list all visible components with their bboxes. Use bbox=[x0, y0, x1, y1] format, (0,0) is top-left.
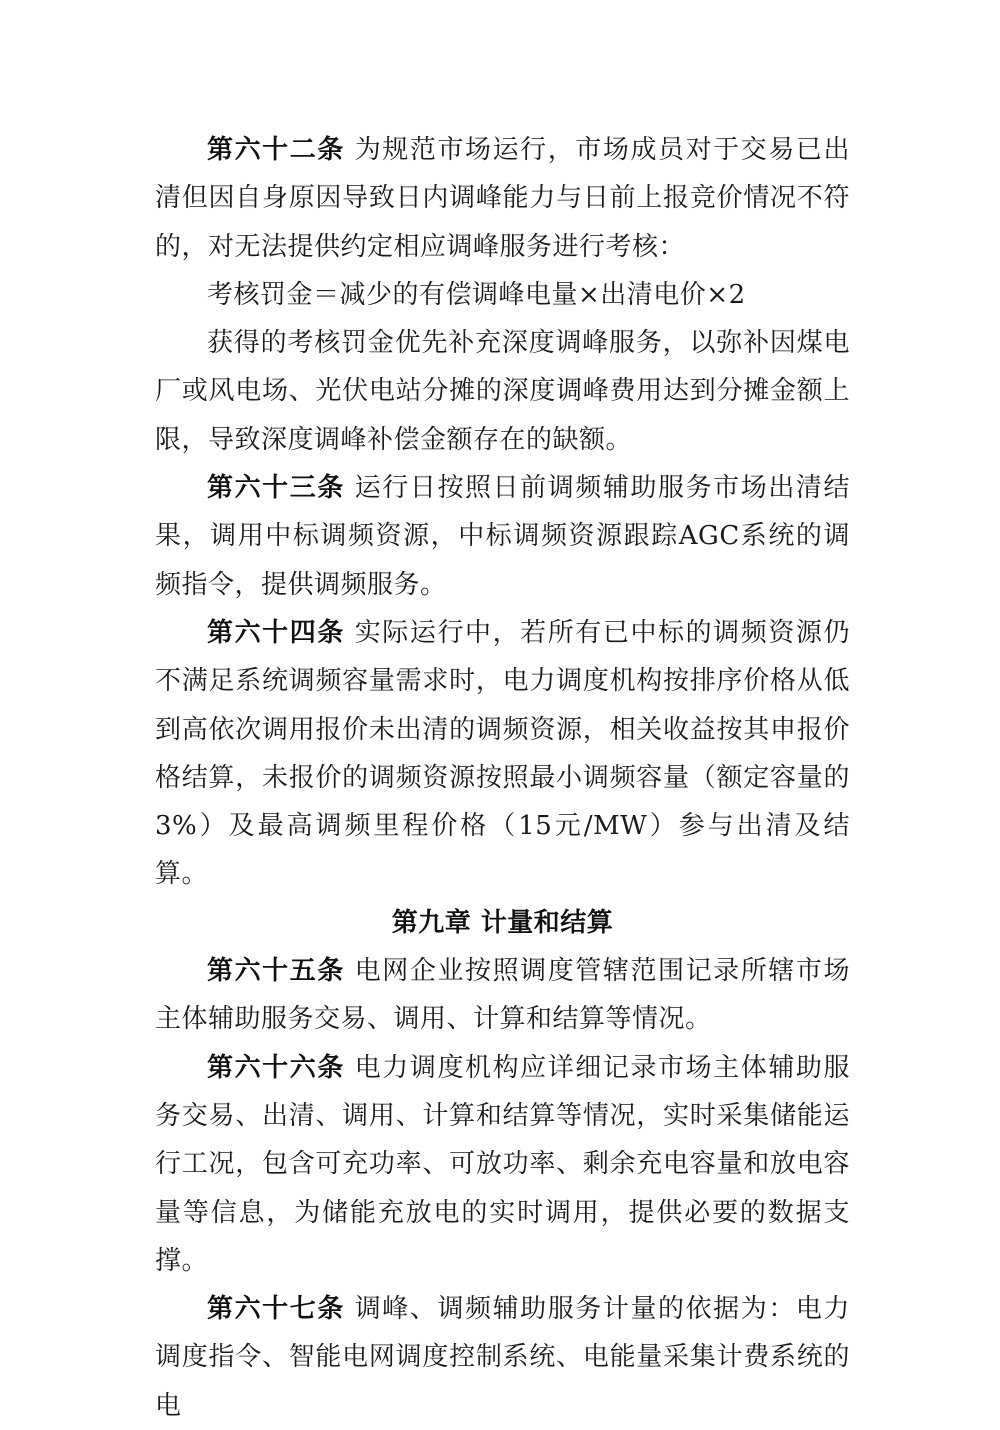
article-62 bbox=[155, 126, 850, 271]
chapter-title: 第九章 计量和结算 bbox=[391, 907, 614, 938]
article-text: 电力调度机构应详细记录市场主体辅助服务交易、出清、调用、计算和结算等情况，实时采集储能运行工况，包含可充功率、可放功率、剩余充电容量和放电容量等信息，为储能充放电的实时调用，提供必要的数据支撑。 bbox=[155, 1052, 850, 1276]
article-text: 运行日按照日前调频辅助服务市场出清结果，调用中标调频资源，中标调频资源跟踪AGC系统的调频指令，提供调频服务。 bbox=[155, 473, 850, 600]
article-text: 调峰、调频辅助服务计量的依据为：电力调度指令、智能电网调度控制系统、电能量采集计费系统的电 bbox=[155, 1294, 850, 1421]
article-number: 第六十七条 bbox=[207, 1294, 345, 1325]
article-63 bbox=[155, 464, 850, 609]
paragraph-text: 获得的考核罚金优先补充深度调峰服务，以弥补因煤电厂或风电场、光伏电站分摊的深度调峰费用达到分摊金额上限，导致深度调峰补偿金额存在的缺额。 bbox=[155, 328, 850, 455]
article-number: 第六十四条 bbox=[207, 617, 345, 648]
formula-line bbox=[155, 271, 850, 319]
article-64 bbox=[155, 609, 850, 899]
article-number: 第六十三条 bbox=[207, 473, 345, 504]
article-65 bbox=[155, 947, 850, 1044]
article-text: 为规范市场运行，市场成员对于交易已出清但因自身原因导致日内调峰能力与日前上报竞价情况不符的，对无法提供约定相应调峰服务进行考核： bbox=[155, 135, 850, 262]
article-number: 第六十五条 bbox=[207, 956, 345, 987]
article-number: 第六十二条 bbox=[207, 135, 345, 165]
article-number: 第六十六条 bbox=[207, 1052, 345, 1083]
article-66 bbox=[155, 1044, 850, 1285]
article-text: 实际运行中，若所有已中标的调频资源仍不满足系统调频容量需求时，电力调度机构按排序价格从低到高依次调用报价未出清的调频资源，相关收益按其申报价格结算，未报价的调频资源按照最小调频容量（额定容量的3%）及最高调频里程价格（15元/MW）参与出清及结算。 bbox=[155, 617, 850, 890]
document-body bbox=[155, 126, 850, 1430]
paragraph-penalty-use bbox=[155, 319, 850, 464]
formula-text: 考核罚金＝减少的有偿调峰电量×出清电价×2 bbox=[207, 279, 746, 310]
article-text: 电网企业按照调度管辖范围记录所辖市场主体辅助服务交易、调用、计算和结算等情况。 bbox=[155, 956, 850, 1035]
article-67 bbox=[155, 1285, 850, 1430]
